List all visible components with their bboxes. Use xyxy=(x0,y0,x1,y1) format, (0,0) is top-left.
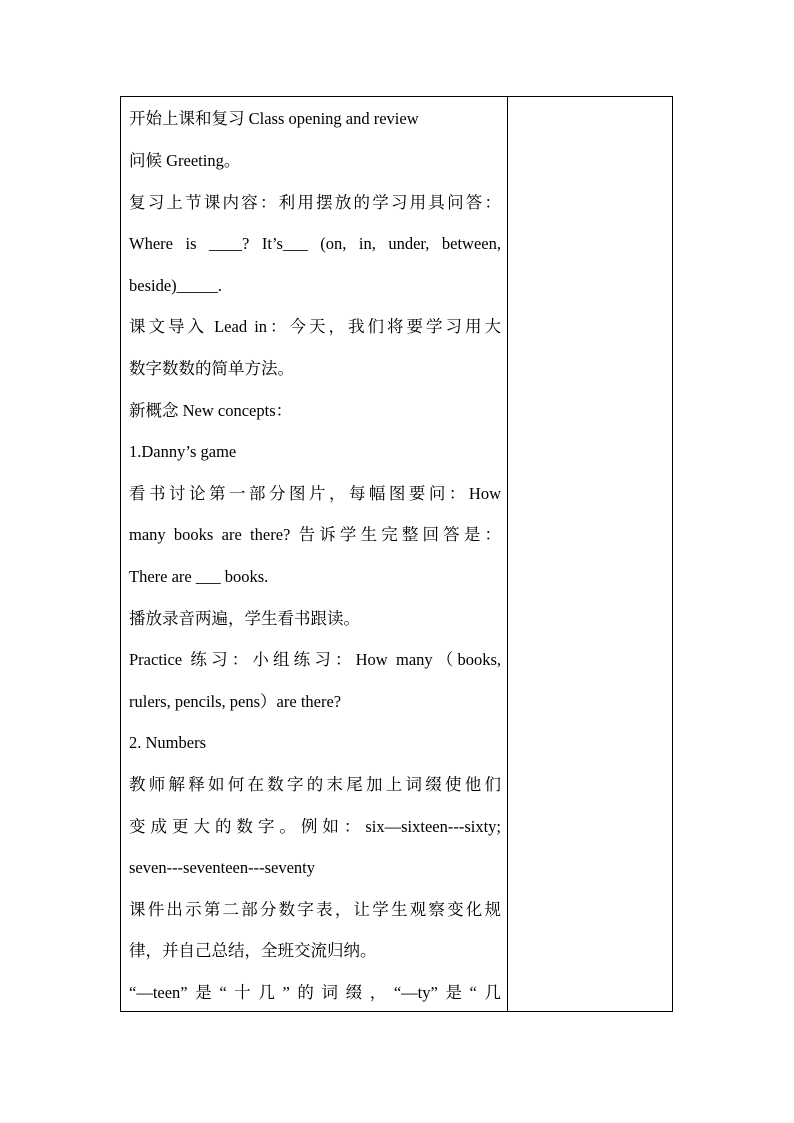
text-line: Where is ____? It’s___ (on, in, under, between, xyxy=(129,234,501,253)
text-line: Practice 练习：小组练习：How many（books, xyxy=(129,650,501,669)
text-line: 课文导入 Lead in：今天，我们将要学习用大 xyxy=(129,317,501,336)
text-line: 开始上课和复习 Class opening and review xyxy=(129,109,419,128)
text-line: 变成更大的数字。例如：six—sixteen---sixty; xyxy=(129,817,501,836)
text-line: seven---seventeen---seventy xyxy=(129,858,315,877)
text-line: beside)_____. xyxy=(129,276,223,295)
text-line: 播放录音两遍，学生看书跟读。 xyxy=(129,609,360,628)
text-line: rulers, pencils, pens）are there? xyxy=(129,692,342,711)
text-line: 问候 Greeting。 xyxy=(129,151,241,170)
text-line: 课件出示第二部分数字表，让学生观察变化规 xyxy=(129,900,501,919)
column-divider xyxy=(507,97,508,1011)
lesson-table xyxy=(120,96,673,1012)
lesson-content-cell xyxy=(129,97,501,1011)
text-line: 数字数数的简单方法。 xyxy=(129,359,294,378)
text-line: There are ___ books. xyxy=(129,567,269,586)
section-heading: 2. Numbers xyxy=(129,733,206,752)
section-heading: 新概念 New concepts： xyxy=(129,401,293,420)
text-line: 看书讨论第一部分图片，每幅图要问：How xyxy=(129,484,501,503)
text-line: 律，并自己总结，全班交流归纳。 xyxy=(129,941,377,960)
text-line: 教师解释如何在数字的末尾加上词缀使他们 xyxy=(129,775,501,794)
text-line: “—teen”是“十几”的词缀，“—ty”是“几 xyxy=(129,983,501,1002)
section-heading: 1.Danny’s game xyxy=(129,442,237,461)
text-line: 复习上节课内容：利用摆放的学习用具问答： xyxy=(129,193,501,212)
text-line: many books are there? 告诉学生完整回答是： xyxy=(129,525,501,544)
